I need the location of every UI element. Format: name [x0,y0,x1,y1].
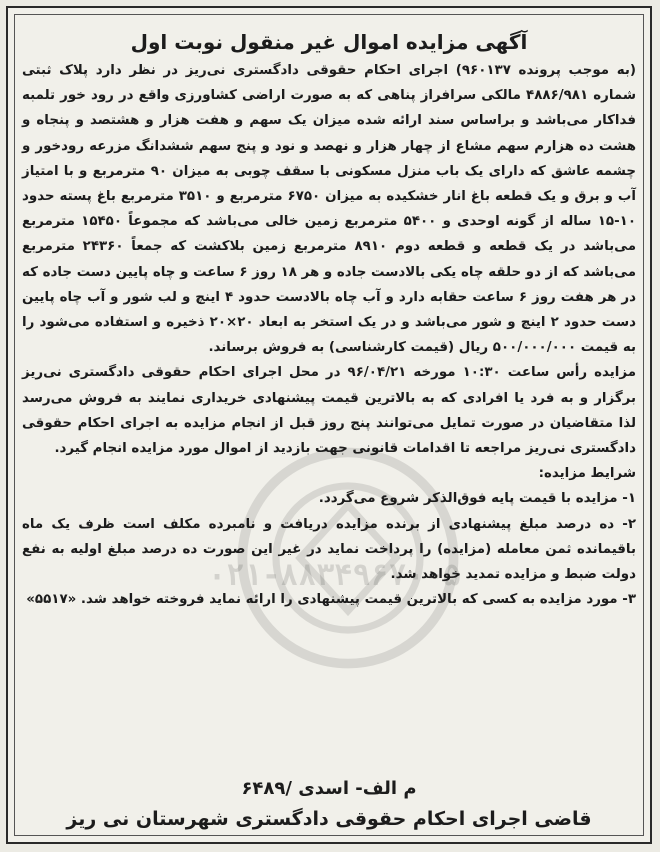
condition-item-2: ۲- ده درصد مبلغ پیشنهادی از برنده مزایده دریافت و نامبرده مکلف است ظرف یک ماه باقیمانده ثمن معامله (مزایده) را پرداخت نماید در غیر این صورت ده درصد مبلغ اولیه به نفع دولت ضبط و مزایده تمدید خواهد شد. [22,516,636,583]
condition-item-3: ۳- مورد مزایده به کسی که بالاترین قیمت پیشنهادی را ارائه نماید فروخته خواهد شد. «۵۵۱۷» [26,592,636,608]
notice-body: (به موجب پرونده ۹۶۰۱۳۷) اجرای احکام حقوقی دادگستری نی‌ریز در نظر دارد پلاک ثبتی شماره ۴۸۸۶/۹۸۱ مالکی سرافراز پناهی که به صورت اراضی کشاورزی واقع در رود خور تلمبه فداکار می‌باشد و براساس سند ارائه شده میزان یک سهم و هفت هزار و هشتصد و پنجاه و هشت ده هزارم سهم مشاع از چهار هزار و نهصد و نود و پنج سهم ششدانگ مزرعه رودخور و چشمه عاشق که دارای یک باب منزل مسکونی با سقف چوبی به میزان ۹۰ مترمربع و با امتیاز آب و برق و یک قطعه باغ انار خشکیده به میزان ۶۷۵۰ مترمربع و ۳۵۱۰ مترمربع باغ پسته حدود ۱۰-۱۵ ساله از گونه اوحدی و ۵۴۰۰ مترمربع زمین خالی می‌باشد که مجموعاً ۱۵۴۵۰ مترمربع می‌باشد در یک قطعه و قطعه دوم ۸۹۱۰ مترمربع زمین بلاکشت که جمعاً ۲۴۳۶۰ مترمربع می‌باشد که از دو حلقه چاه یکی بالادست جاده و هر ۱۸ روز ۶ ساعت و چاه پایین دست جاده که در هر هفت روز ۶ ساعت حقابه دارد و آب چاه بالادست حدود ۴ اینچ و لب شور و آب چاه پایین دست حدود ۲ اینچ و شور می‌باشد و در یک استخر به ابعاد ۲۰×۲۰ ذخیره و استفاده می‌شود را به قیمت ۵۰۰/۰۰۰/۰۰۰ ریال (قیمت کارشناسی) به فروش برساند. [22,63,637,356]
notice-content [22,28,636,832]
auction-paragraph: مزایده رأس ساعت ۱۰:۳۰ مورخه ۹۶/۰۴/۲۱ در محل اجرای احکام حقوقی دادگستری نی‌ریز برگزار و به فرد یا افرادی که به بالاترین قیمت پیشنهادی خریداری نمایند به فروش می‌رسد لذا متقاضیان در صورت تمایل می‌توانند پنج روز قبل از انجام مزایده به اجرای احکام حقوقی دادگستری نی‌ریز مراجعه تا اقدامات قانونی جهت بازدید از اموال مورد مزایده انجام گیرد. [22,365,636,457]
condition-item-1: ۱- مزایده با قیمت پایه فوق‌الذکر شروع می‌گردد. [318,491,636,507]
reference-code: ۶۴۸۹/ م الف- اسدی [241,778,417,799]
conditions-title: شرایط مزایده: [538,466,636,482]
notice-title: آگهی مزایده اموال غیر منقول نوبت اول [130,30,528,54]
signature-line: قاضی اجرای احکام حقوقی دادگستری شهرستان نی ریز [66,808,592,830]
notice-page [6,6,652,844]
watermark-phone: ۰۲۱-۸۸۳۴۹۶۷۰-۵ [208,558,461,593]
